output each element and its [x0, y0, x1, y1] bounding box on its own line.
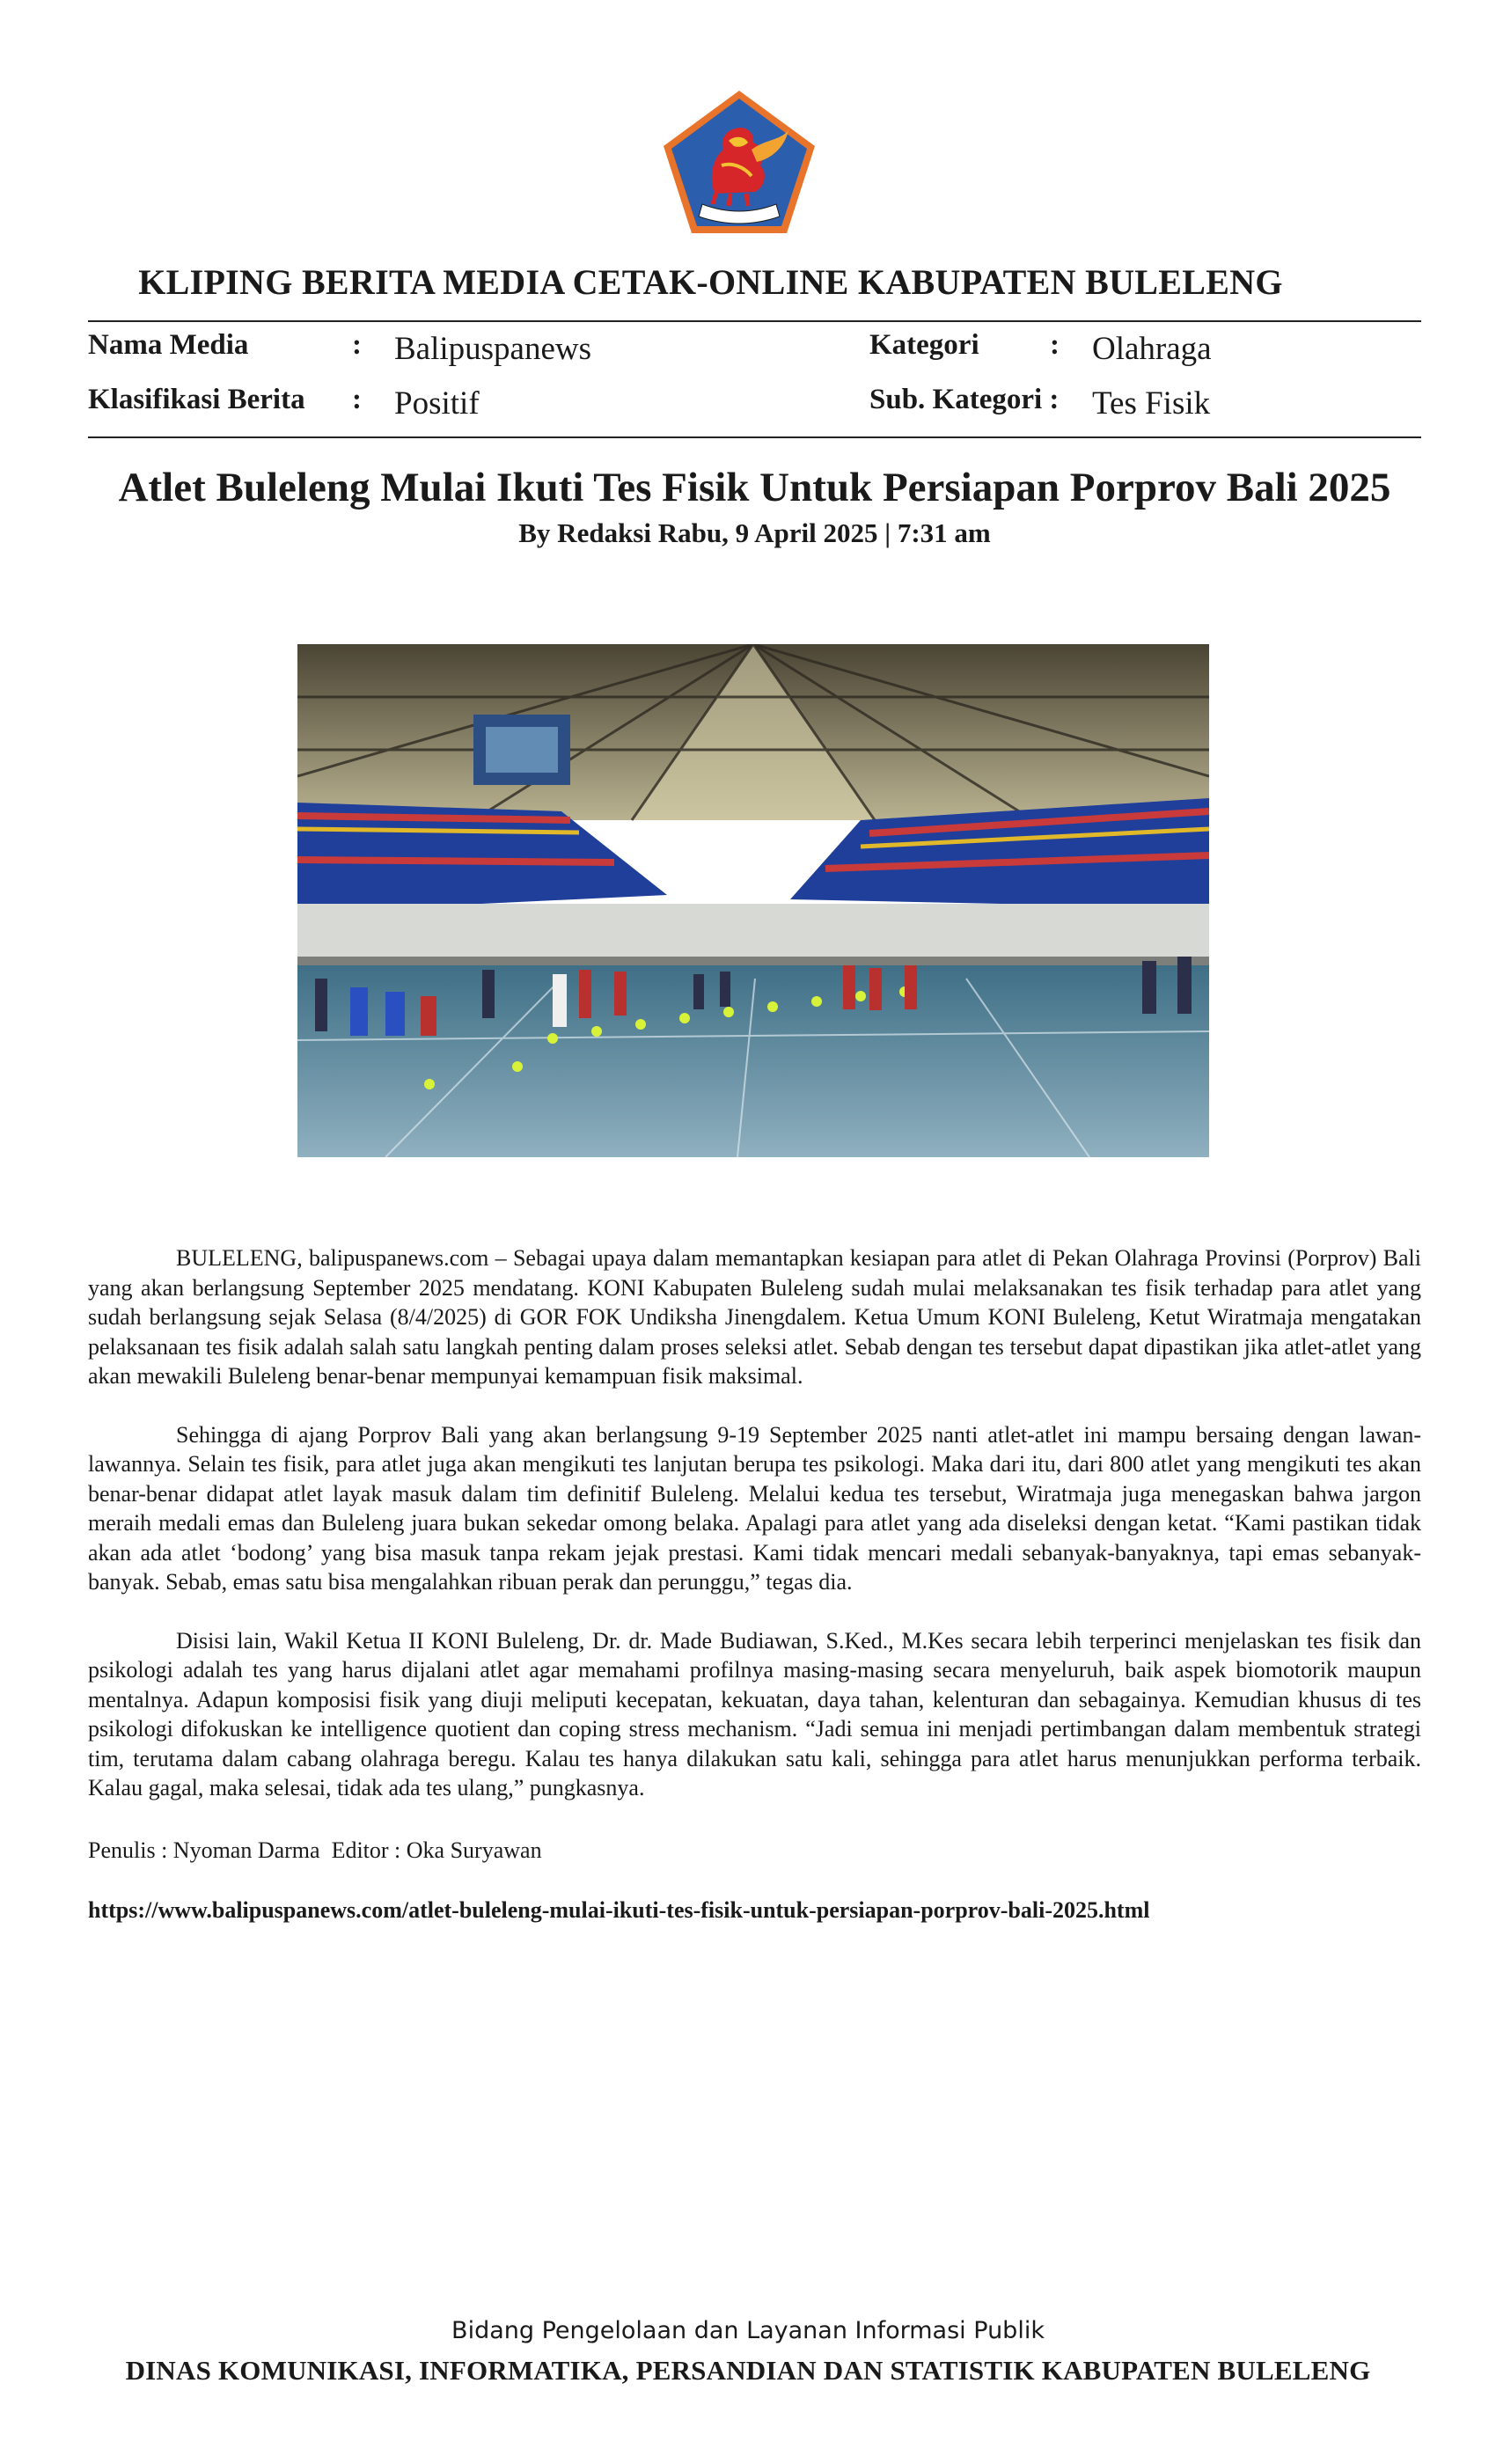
top-divider: [88, 320, 1421, 322]
sub-kategori-label: Sub. Kategori :: [869, 384, 1060, 415]
article-body: [88, 1243, 1421, 1832]
clipping-title: KLIPING BERITA MEDIA CETAK-ONLINE KABUPATEN BULELENG: [138, 262, 1283, 302]
media-value: Balipuspanews: [394, 331, 592, 367]
kategori-label: Kategori: [869, 329, 979, 361]
klasifikasi-value: Positif: [394, 385, 480, 422]
article-byline: By Redaksi Rabu, 9 April 2025 | 7:31 am: [518, 517, 991, 548]
meta-row-media: [88, 327, 1421, 371]
buleleng-emblem-logo: [660, 88, 818, 236]
colon: :: [352, 384, 362, 415]
meta-row-klasifikasi: [88, 382, 1421, 426]
kategori-value: Olahraga: [1092, 331, 1212, 367]
sub-kategori-value: Tes Fisik: [1092, 385, 1211, 422]
bottom-divider: [88, 436, 1421, 438]
klasifikasi-label: Klasifikasi Berita: [88, 384, 305, 415]
article-photo-sports-hall: [297, 644, 1209, 1157]
article-paragraph: BULELENG, balipuspanews.com – Sebagai upaya dalam memantapkan kesiapan para atlet di Pekan Olahraga Provinsi (Porprov) Bali yang akan berlangsung September 2025 mendatang. KONI Kabupaten Buleleng sudah mulai melaksanakan tes fisik terhadap para atlet yang sudah berlangsung sejak Selasa (8/4/2025) di GOR FOK Undiksha Jinengdalem. Ketua Umum KONI Buleleng, Ketut Wiratmaja mengatakan pelaksanaan tes fisik adalah salah satu langkah penting dalam proses seleksi atlet. Sebab dengan tes tersebut dapat dipastikan jika atlet-atlet yang akan mewakili Buleleng benar-benar mempunyai kemampuan fisik maksimal.: [88, 1245, 1421, 1389]
footer-agency: DINAS KOMUNIKASI, INFORMATIKA, PERSANDIAN DAN STATISTIK KABUPATEN BULELENG: [125, 2355, 1371, 2386]
source-url: https://www.balipuspanews.com/atlet-buleleng-mulai-ikuti-tes-fisik-untuk-persiapan-porprov-bali-2025.html: [88, 1897, 1150, 1923]
footer-division: Bidang Pengelolaan dan Layanan Informasi Publik: [451, 2317, 1045, 2344]
article-paragraph: Sehingga di ajang Porprov Bali yang akan berlangsung 9-19 September 2025 nanti atlet-atlet ini mampu bersaing dengan lawan-lawannya. Selain tes fisik, para atlet juga akan mengikuti tes lanjutan berupa tes psikologi. Maka dari itu, dari 800 atlet yang mengikuti tes akan benar-benar didapat atlet layak masuk dalam tim definitif Buleleng. Melalui kedua tes tersebut, Wiratmaja juga menegaskan bahwa jargon meraih medali emas dan Buleleng juara bukan sekedar omong belaka. Apalagi para atlet yang ada diseleksi dengan ketat. “Kami pastikan tidak akan ada atlet ‘bodong’ yang bisa masuk tanpa rekam jejak prestasi. Kami tidak mencari medali sebanyak-banyaknya, tapi emas sebanyak-banyak. Sebab, emas satu bisa mengalahkan ribuan perak dan perunggu,” tegas dia.: [88, 1421, 1421, 1595]
article-paragraph: Disisi lain, Wakil Ketua II KONI Buleleng, Dr. dr. Made Budiawan, S.Ked., M.Kes secara lebih terperinci menjelaskan tes fisik dan psikologi adalah tes yang harus dijalani atlet agar memahami profilnya masing-masing secara menyeluruh, baik aspek biomotorik maupun mentalnya. Adapun komposisi fisik yang diuji meliputi kecepatan, kekuatan, daya tahan, kelenturan dan sebagainya. Kemudian khusus di tes psikologi difokuskan ke intelligence quotient dan coping stress mechanism. “Jadi semua ini menjadi pertimbangan dalam membentuk strategi tim, terutama dalam cabang olahraga beregu. Kalau tes hanya dilakukan satu kali, sehingga para atlet harus menunjukkan performa terbaik. Kalau gagal, maka selesai, tidak ada tes ulang,” pungkasnya.: [88, 1627, 1421, 1800]
colon: :: [1050, 329, 1060, 361]
article-headline: Atlet Buleleng Mulai Ikuti Tes Fisik Untuk Persiapan Porprov Bali 2025: [118, 465, 1391, 510]
colon: :: [352, 329, 362, 361]
media-label: Nama Media: [88, 329, 249, 361]
article-credits: Penulis : Nyoman Darma Editor : Oka Suryawan: [88, 1837, 542, 1863]
